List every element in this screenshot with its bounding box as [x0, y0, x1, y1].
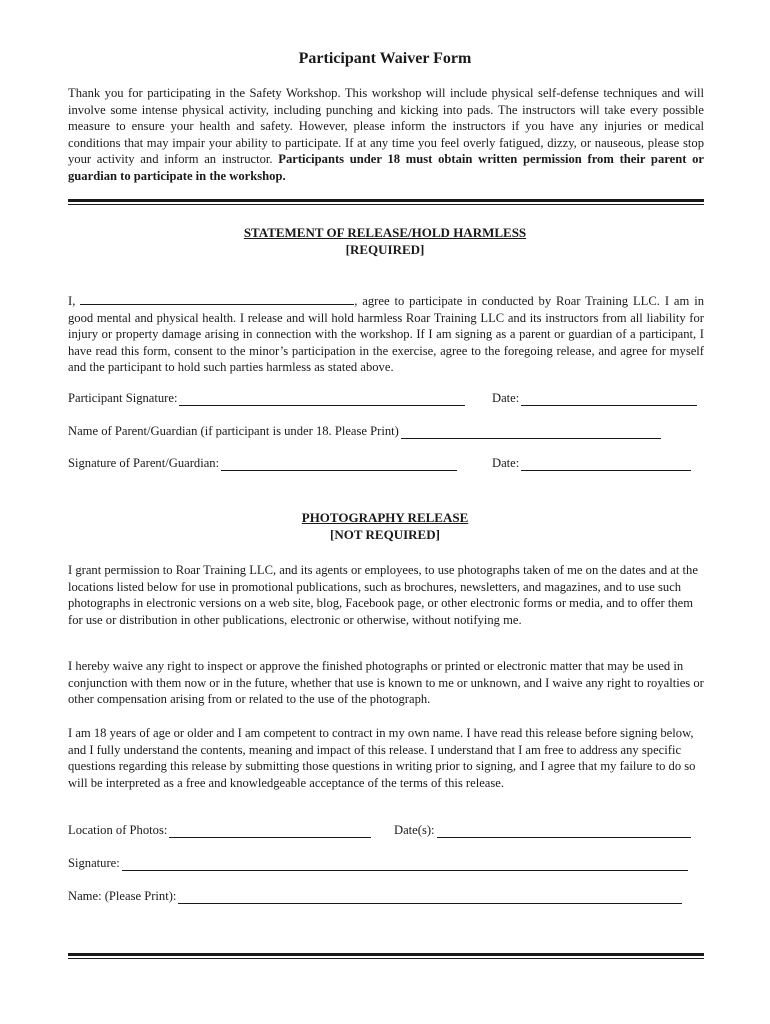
photo-heading: PHOTOGRAPHY RELEASE: [301, 510, 469, 525]
photo-signature-field[interactable]: [122, 857, 688, 871]
photo-signature-label: Signature:: [68, 856, 120, 870]
participant-signature-field[interactable]: [179, 392, 465, 406]
dates-group: [394, 823, 691, 838]
photo-paragraph-2: I hereby waive any right to inspect or approve the finished photographs or printed or electronic matter that may be used in conjunction with them now or in the future, whether that use is known to me or unknown, and I waive any right to royalties or other compensation arising from or related to the use of the photograph.: [68, 659, 704, 707]
print-name-row: [68, 889, 704, 907]
photo-signature-group: [68, 856, 688, 871]
dates-field[interactable]: [437, 824, 691, 838]
photo-heading-block: [0, 509, 770, 543]
parent-signature-label: Signature of Parent/Guardian:: [68, 456, 220, 470]
intro-text: Thank you for participating in the Safety Workshop. This workshop will include physical self-defense techniques and will involve some intense physical activity, including punching and kicking into pads. The instructors will take every possible measure to ensure your health and safety. However, please inform the instructors if you have any injuries or medical conditions that may impair your ability to participate. If at any time you feel overly fatigued, dizzy, or nauseous, please stop your activity and inform an instructor.: [68, 86, 704, 167]
location-dates-row: [68, 823, 704, 841]
parent-signature-field[interactable]: [221, 457, 457, 471]
release-heading: STATEMENT OF RELEASE/HOLD HARMLESS: [243, 225, 527, 240]
date-group-1: [492, 391, 697, 406]
parent-name-field[interactable]: [401, 425, 661, 439]
date-field-2[interactable]: [521, 457, 691, 471]
section-divider-top: [68, 199, 704, 202]
release-text-prefix: I,: [68, 294, 76, 308]
print-name-field[interactable]: [178, 890, 682, 904]
location-field[interactable]: [169, 824, 371, 838]
release-text: , agree to participate in conducted by Roar Training LLC. I am in good mental and physical health. I release and will hold harmless Roar Training LLC and its instructors from all liability for injury or property damage arising in connection with the workshop. If I am signing as a parent or guardian of a participant, I have read this form, consent to the minor’s participation in the exercise, agree to the foregoing release, and agree for myself and the participant to hold such parties harmless as stated above.: [68, 294, 704, 375]
participant-name-field[interactable]: [80, 292, 354, 305]
parent-name-row: [68, 424, 704, 442]
location-group: [68, 823, 371, 838]
photo-paragraph-1: I grant permission to Roar Training LLC, and its agents or employees, to use photographs taken of me on the dates and at the locations listed below for use in promotional publications, such as brochures, newsletters, and magazines, and to use such photographs in electronic versions on a web site, blog, Facebook page, or other electronic forms or media, and to offer them for use or distribution in other publications, electronic or otherwise, without notifying me.: [68, 563, 698, 627]
release-subheading: [REQUIRED]: [345, 242, 425, 257]
release-heading-block: [0, 224, 770, 258]
parent-signature-group: [68, 456, 457, 471]
date-label-2: Date:: [492, 456, 520, 470]
participant-signature-row: [68, 391, 704, 409]
print-name-label: Name: (Please Print):: [68, 889, 177, 903]
page-title: Participant Waiver Form: [298, 50, 472, 67]
location-label: Location of Photos:: [68, 823, 168, 837]
date-label-1: Date:: [492, 391, 520, 405]
photo-subheading: [NOT REQUIRED]: [330, 527, 440, 542]
dates-label: Date(s):: [394, 823, 435, 837]
photo-paragraph-3: I am 18 years of age or older and I am competent to contract in my own name. I have read this release before signing below, and I fully understand the contents, meaning and impact of this release. I understand that I am free to address any specific questions regarding this release by submitting those questions in writing prior to signing, and I agree that my failure to do so will be interpreted as a free and knowledgeable acceptance of the terms of this release.: [68, 726, 696, 790]
participant-signature-group: [68, 391, 465, 406]
parent-signature-row: [68, 456, 704, 474]
date-group-2: [492, 456, 691, 471]
participant-signature-label: Participant Signature:: [68, 391, 178, 405]
print-name-group: [68, 889, 682, 904]
release-paragraph: [68, 292, 704, 376]
photo-signature-row: [68, 856, 704, 874]
intro-paragraph: [68, 85, 704, 185]
intro-bold-text: Participants under 18 must obtain written permission from their parent or guardian to participate in the workshop.: [68, 152, 704, 183]
date-field-1[interactable]: [521, 392, 697, 406]
parent-name-group: [68, 424, 661, 439]
section-divider-bottom: [68, 953, 704, 956]
parent-name-label: Name of Parent/Guardian (if participant is under 18. Please Print): [68, 424, 399, 438]
